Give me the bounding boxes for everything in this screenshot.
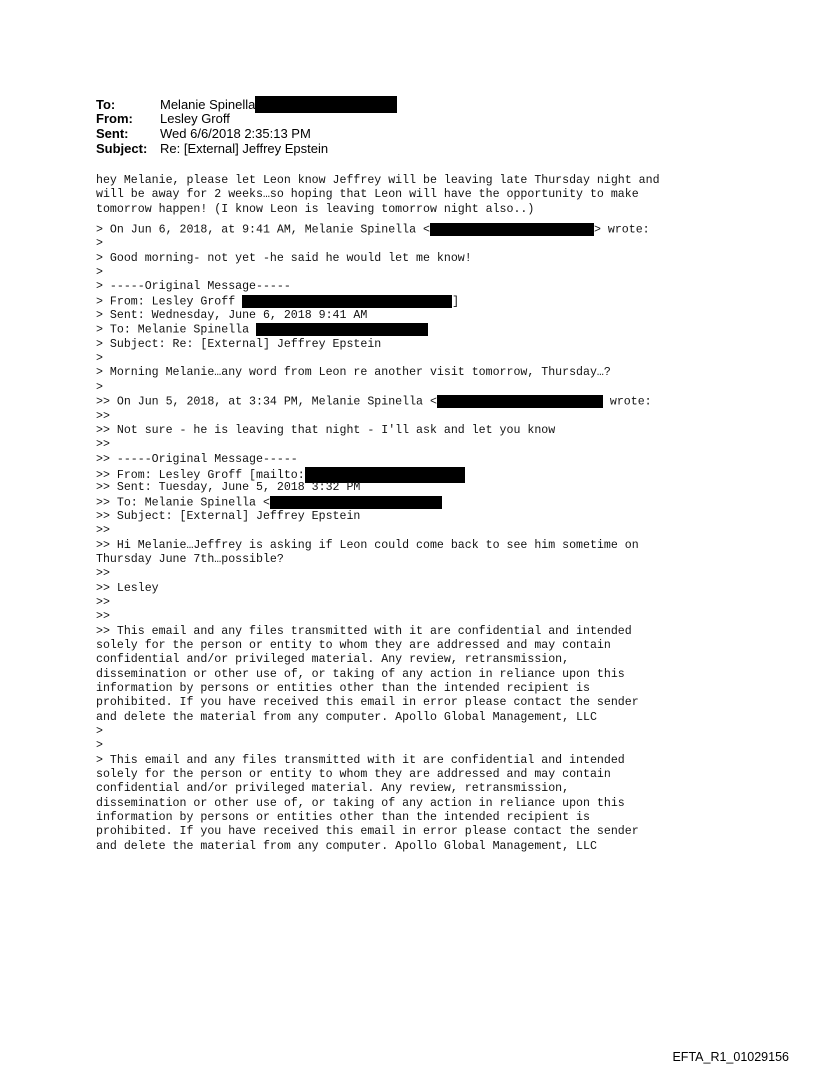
quote-line: > Morning Melanie…any word from Leon re another visit tomorrow, Thursday…? xyxy=(96,366,611,380)
quote-line: >> Not sure - he is leaving that night - I'll ask and let you know xyxy=(96,423,556,437)
quote-line: > xyxy=(96,352,103,366)
subject-value: Re: [External] Jeffrey Epstein xyxy=(160,141,329,156)
quote-line: > Sent: Wednesday, June 6, 2018 9:41 AM xyxy=(96,309,368,323)
disclaimer-line: and delete the material from any computer. Apollo Global Management, LLC xyxy=(96,710,597,724)
quote-line: > xyxy=(96,739,103,753)
body-line: will be away for 2 weeks…so hoping that Leon will have the opportunity to make xyxy=(96,188,639,202)
disclaimer-line: dissemination or other use of, or taking of any action in reliance upon this xyxy=(96,796,625,810)
quote-line: > Subject: Re: [External] Jeffrey Epstein xyxy=(96,337,382,351)
quote-line: > xyxy=(96,266,103,280)
sent-row xyxy=(96,126,397,141)
quote-to-text: >> To: Melanie Spinella < xyxy=(96,496,270,510)
redaction-box xyxy=(270,496,442,509)
quote-header-line xyxy=(96,395,756,409)
from-row xyxy=(96,111,397,126)
quote-line: >> Sent: Tuesday, June 5, 2018 3:32 PM xyxy=(96,481,361,495)
subject-row xyxy=(96,141,397,156)
disclaimer-line: confidential and/or privileged material. Any review, retransmission, xyxy=(96,653,570,667)
disclaimer-line: and delete the material from any computer. Apollo Global Management, LLC xyxy=(96,839,597,853)
quote-line: >> xyxy=(96,409,110,423)
quote-to-text: > To: Melanie Spinella xyxy=(96,324,257,337)
email-body xyxy=(96,174,756,854)
redaction-box xyxy=(430,223,594,236)
quote-header-text: >> On Jun 5, 2018, at 3:34 PM, Melanie Spinella < xyxy=(96,395,437,409)
disclaimer-line: prohibited. If you have received this email in error please contact the sender xyxy=(96,696,639,710)
to-row xyxy=(96,96,397,111)
quote-line: Thursday June 7th…possible? xyxy=(96,552,284,566)
quote-line: >> xyxy=(96,595,110,609)
redaction-box xyxy=(256,323,428,336)
quote-line: >> Lesley xyxy=(96,581,159,595)
body-line: hey Melanie, please let Leon know Jeffrey will be leaving late Thursday night and xyxy=(96,174,660,187)
disclaimer-line: dissemination or other use of, or taking of any action in reliance upon this xyxy=(96,667,625,681)
redaction-box xyxy=(437,395,603,408)
subject-label: Subject: xyxy=(96,141,148,156)
from-value: Lesley Groff xyxy=(160,111,230,126)
quote-header-line xyxy=(96,223,756,237)
document-id: EFTA_R1_01029156 xyxy=(672,1050,789,1064)
sent-value: Wed 6/6/2018 2:35:13 PM xyxy=(160,126,311,141)
quote-line: > Good morning- not yet -he said he would let me know! xyxy=(96,251,472,265)
disclaimer-line: prohibited. If you have received this email in error please contact the sender xyxy=(96,825,639,839)
body-line: tomorrow happen! (I know Leon is leaving tomorrow night also..) xyxy=(96,202,535,216)
quote-header-text: wrote: xyxy=(602,395,652,409)
quote-line: >> -----Original Message----- xyxy=(96,452,298,466)
from-label: From: xyxy=(96,111,133,126)
to-label: To: xyxy=(96,97,116,112)
disclaimer-line: solely for the person or entity to whom they are addressed and may contain xyxy=(96,768,611,782)
quote-header-text: > wrote: xyxy=(593,223,650,237)
quote-line: >> Hi Melanie…Jeffrey is asking if Leon could come back to see him sometime on xyxy=(96,538,639,552)
disclaimer-line: solely for the person or entity to whom they are addressed and may contain xyxy=(96,639,611,652)
quote-from-text: > From: Lesley Groff xyxy=(96,295,243,309)
quote-line: >> xyxy=(96,524,110,538)
to-value: Melanie Spinella xyxy=(160,97,256,112)
quote-line: >> xyxy=(96,567,110,581)
disclaimer-line: > This email and any files transmitted with it are confidential and intended xyxy=(96,753,625,767)
redaction-box xyxy=(242,295,452,308)
email-header xyxy=(96,96,397,156)
quote-line xyxy=(96,496,756,510)
redaction-box xyxy=(255,96,397,113)
quote-line: > xyxy=(96,725,103,739)
quote-line xyxy=(96,323,756,337)
disclaimer-line: information by persons or entities other than the intended recipient is xyxy=(96,811,590,825)
disclaimer-line: >> This email and any files transmitted with it are confidential and intended xyxy=(96,624,632,638)
quote-line: >> xyxy=(96,438,110,452)
quote-from-text: >> From: Lesley Groff [mailto: xyxy=(96,468,305,482)
quote-from-text: ] xyxy=(452,295,460,309)
quote-header-text: > On Jun 6, 2018, at 9:41 AM, Melanie Spinella < xyxy=(96,223,430,237)
quote-line xyxy=(96,295,756,309)
quote-line: >> xyxy=(96,610,110,624)
sent-label: Sent: xyxy=(96,126,129,141)
quote-line: >> Subject: [External] Jeffrey Epstein xyxy=(96,509,361,523)
quote-line xyxy=(96,467,756,481)
quote-line: > -----Original Message----- xyxy=(96,280,291,294)
disclaimer-line: information by persons or entities other than the intended recipient is xyxy=(96,682,590,696)
disclaimer-line: confidential and/or privileged material. Any review, retransmission, xyxy=(96,782,570,796)
quote-line: > xyxy=(96,380,103,394)
quote-line: > xyxy=(96,237,103,251)
